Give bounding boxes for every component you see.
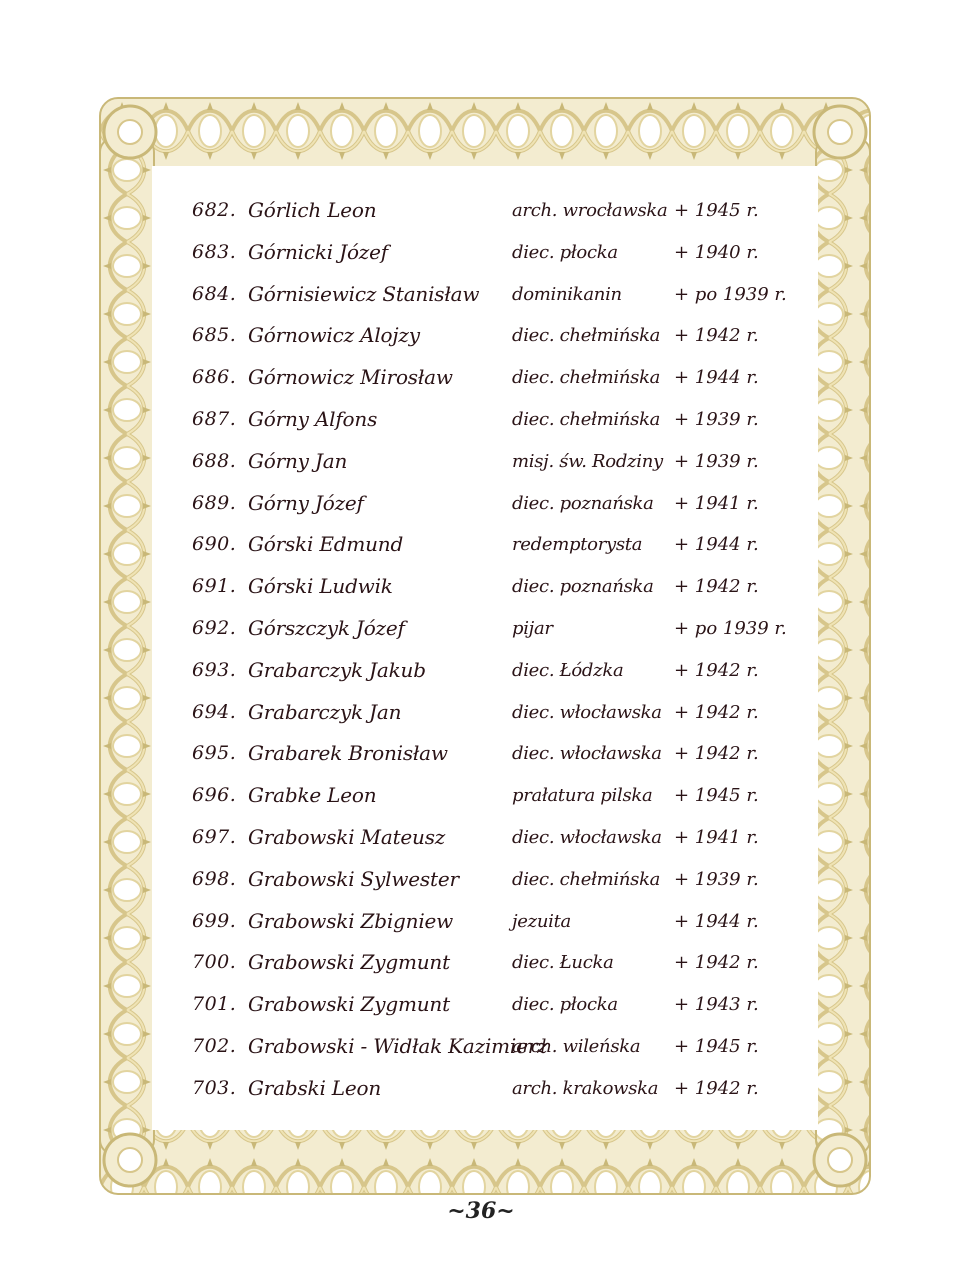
list-item — [192, 650, 792, 692]
entry-name: Górnowicz Alojzy — [248, 323, 420, 348]
entry-diocese: diec. płocka — [512, 994, 618, 1016]
list-item — [192, 524, 792, 566]
entry-diocese: diec. chełmińska — [512, 367, 661, 389]
entry-diocese: diec. Łódzka — [512, 659, 624, 681]
list-item — [192, 274, 792, 316]
entry-death-year: + 1942 r. — [674, 1077, 759, 1099]
entry-death-year: + 1939 r. — [674, 408, 759, 430]
entry-death-year: + 1942 r. — [674, 325, 759, 347]
entry-name: Górski Ludwik — [248, 574, 393, 599]
entry-death-year: + 1942 r. — [674, 576, 759, 598]
entry-death-year: + 1945 r. — [674, 1035, 759, 1057]
list-item — [192, 357, 792, 399]
entry-name: Grabarczyk Jakub — [248, 657, 426, 682]
entry-number: 690. — [192, 533, 237, 556]
entry-diocese: pijar — [512, 617, 553, 639]
list-item — [192, 984, 792, 1026]
entry-death-year: + 1942 r. — [674, 743, 759, 765]
page-number: ~36~ — [447, 1198, 515, 1224]
entry-death-year: + po 1939 r. — [674, 617, 787, 639]
entry-name: Górlich Leon — [248, 198, 377, 222]
entry-number: 695. — [192, 742, 237, 765]
entry-diocese: diec. włocławska — [512, 826, 662, 848]
entry-death-year: + 1945 r. — [674, 200, 759, 221]
entry-diocese: jezuita — [512, 910, 571, 932]
entry-death-year: + 1940 r. — [674, 241, 759, 263]
entry-number: 698. — [192, 867, 237, 890]
entry-name: Górny Jan — [248, 448, 348, 473]
list-item — [192, 315, 792, 357]
entry-diocese: diec. chełmińska — [512, 408, 661, 430]
entry-name: Grabowski Zygmunt — [248, 992, 450, 1017]
entry-death-year: + 1941 r. — [674, 492, 759, 514]
entry-number: 688. — [192, 449, 237, 472]
entry-name: Grabski Leon — [248, 1075, 382, 1100]
list-item — [192, 859, 792, 901]
entry-diocese: misj. św. Rodziny — [512, 450, 663, 472]
list-item — [192, 566, 792, 608]
list-item — [192, 942, 792, 984]
list-item — [192, 775, 792, 817]
entry-name: Górszczyk Józef — [248, 615, 405, 640]
entry-death-year: + po 1939 r. — [674, 283, 787, 305]
entry-number: 703. — [192, 1076, 237, 1099]
entry-name: Górnowicz Mirosław — [248, 365, 453, 390]
victims-list — [192, 190, 792, 1110]
entry-number: 702. — [192, 1034, 237, 1057]
entry-name: Grabarek Bronisław — [248, 741, 448, 766]
entry-diocese: prałatura pilska — [512, 785, 653, 807]
list-item — [192, 901, 792, 943]
entry-death-year: + 1945 r. — [674, 785, 759, 807]
entry-death-year: + 1942 r. — [674, 659, 759, 681]
entry-diocese: diec. włocławska — [512, 743, 662, 765]
entry-name: Górski Edmund — [248, 532, 404, 557]
list-item — [192, 1068, 792, 1110]
entry-number: 683. — [192, 240, 237, 263]
entry-diocese: arch. krakowska — [512, 1077, 659, 1099]
entry-name: Grabarczyk Jan — [248, 699, 402, 724]
list-item — [192, 733, 792, 775]
entry-number: 684. — [192, 282, 237, 305]
entry-death-year: + 1939 r. — [674, 868, 759, 890]
entry-name: Górny Józef — [248, 490, 364, 515]
list-item — [192, 441, 792, 483]
entry-diocese: arch. wrocławska — [512, 200, 668, 221]
entry-diocese: arch. wileńska — [512, 1035, 641, 1057]
entry-diocese: diec. włocławska — [512, 701, 662, 723]
entry-number: 700. — [192, 951, 237, 974]
entry-name: Grabowski - Widłak Kazimierz — [248, 1033, 548, 1058]
list-item — [192, 692, 792, 734]
entry-name: Górny Alfons — [248, 406, 378, 431]
list-item — [192, 399, 792, 441]
entry-name: Górnisiewicz Stanisław — [248, 281, 480, 306]
entry-death-year: + 1944 r. — [674, 910, 759, 932]
entry-name: Grabowski Sylwester — [248, 866, 459, 891]
entry-number: 697. — [192, 825, 237, 848]
entry-diocese: dominikanin — [512, 283, 622, 305]
entry-death-year: + 1942 r. — [674, 952, 759, 974]
entry-name: Grabowski Zbigniew — [248, 908, 454, 933]
entry-name: Górnicki Józef — [248, 239, 388, 264]
list-item — [192, 817, 792, 859]
entry-death-year: + 1941 r. — [674, 826, 759, 848]
list-item — [192, 483, 792, 525]
entry-number: 682. — [192, 199, 237, 221]
entry-number: 699. — [192, 909, 237, 932]
entry-diocese: diec. Łucka — [512, 952, 614, 974]
entry-number: 685. — [192, 324, 237, 347]
entry-diocese: diec. płocka — [512, 241, 618, 263]
entry-diocese: diec. chełmińska — [512, 868, 661, 890]
entry-number: 686. — [192, 366, 237, 389]
list-item — [192, 1026, 792, 1068]
entry-number: 687. — [192, 407, 237, 430]
entry-diocese: diec. poznańska — [512, 576, 654, 598]
list-item — [192, 190, 792, 232]
entry-name: Grabke Leon — [248, 783, 377, 808]
entry-number: 689. — [192, 491, 237, 514]
entry-name: Grabowski Mateusz — [248, 824, 446, 849]
entry-number: 701. — [192, 993, 237, 1016]
entry-diocese: diec. poznańska — [512, 492, 654, 514]
entry-number: 693. — [192, 658, 237, 681]
entry-diocese: redemptorysta — [512, 534, 643, 556]
entry-diocese: diec. chełmińska — [512, 325, 661, 347]
entry-number: 694. — [192, 700, 237, 723]
list-item — [192, 232, 792, 274]
entry-death-year: + 1944 r. — [674, 534, 759, 556]
list-item — [192, 608, 792, 650]
entry-death-year: + 1942 r. — [674, 701, 759, 723]
entry-death-year: + 1944 r. — [674, 367, 759, 389]
entry-number: 691. — [192, 575, 237, 598]
entry-name: Grabowski Zygmunt — [248, 950, 450, 975]
entry-death-year: + 1939 r. — [674, 450, 759, 472]
entry-number: 692. — [192, 616, 237, 639]
entry-number: 696. — [192, 784, 237, 807]
entry-death-year: + 1943 r. — [674, 994, 759, 1016]
